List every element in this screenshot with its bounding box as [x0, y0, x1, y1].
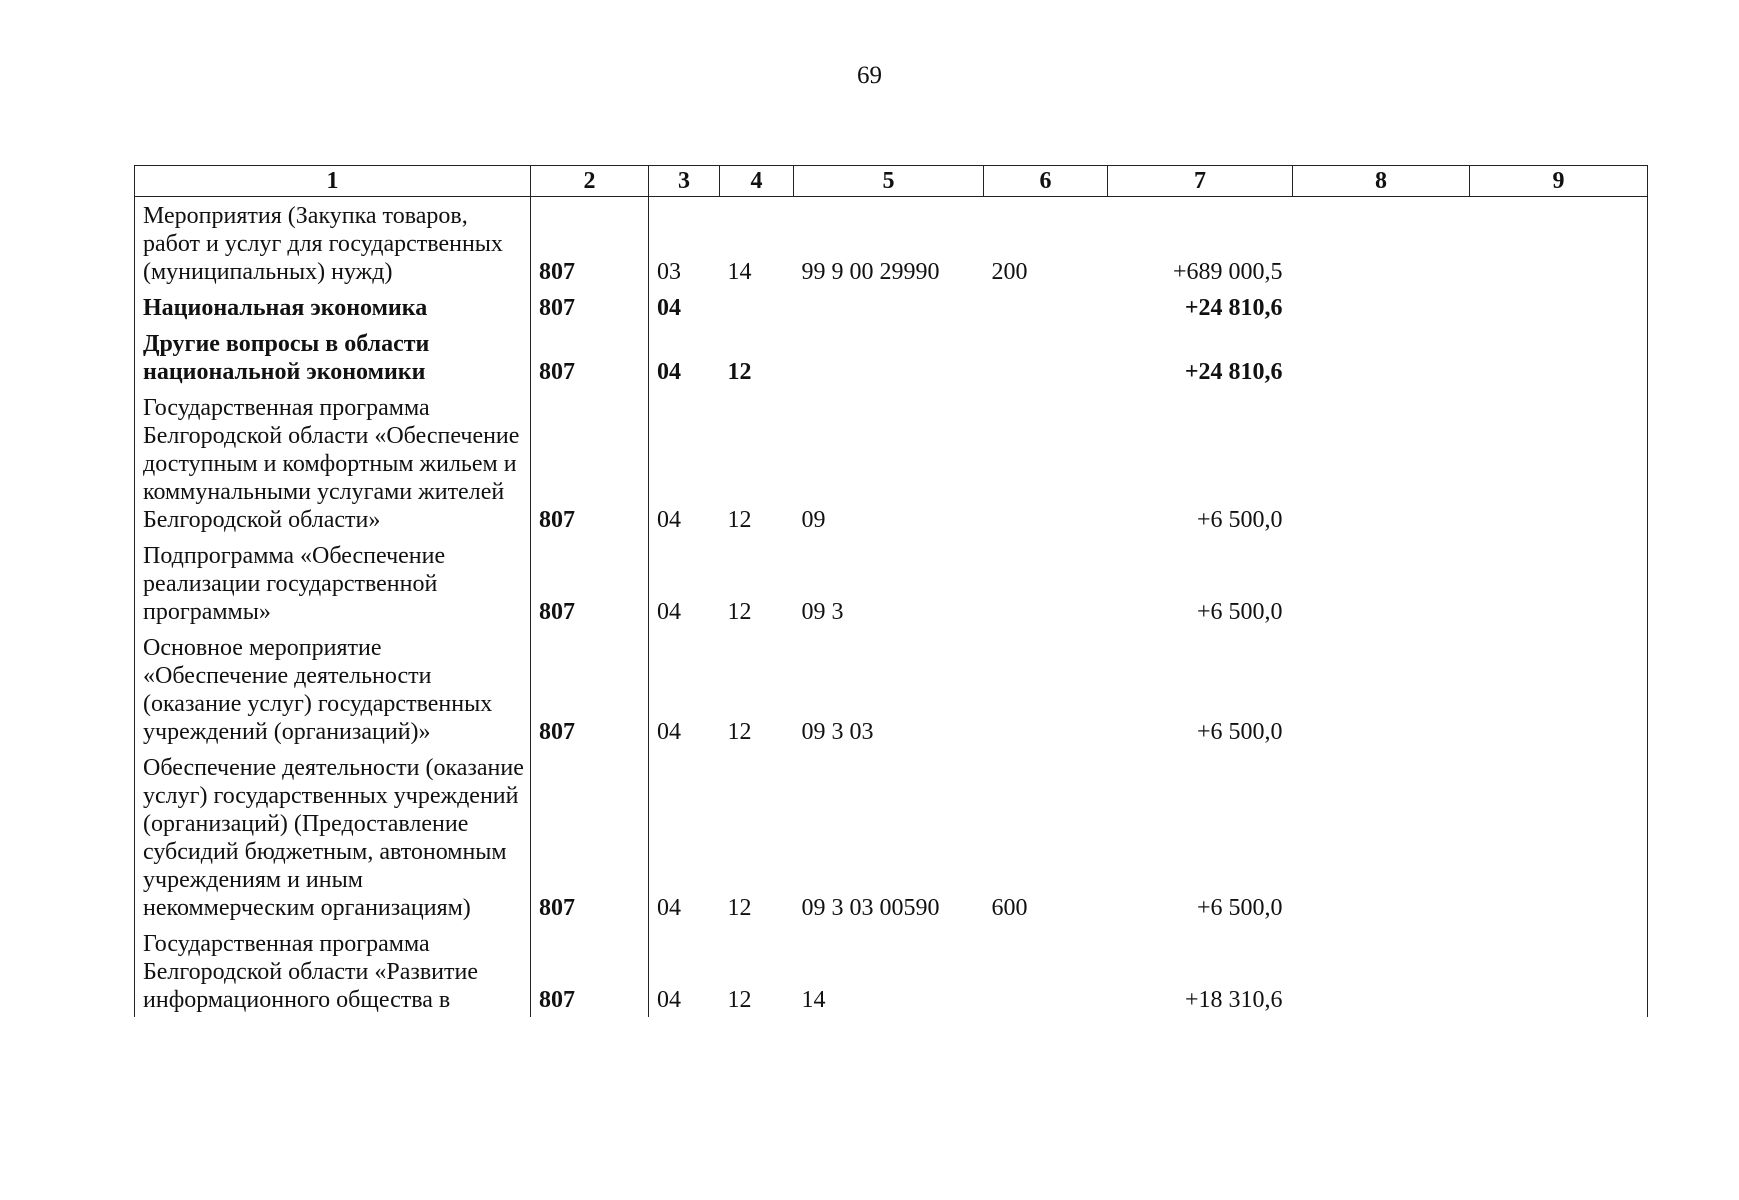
row-name-cell: Национальная экономика — [135, 289, 531, 325]
target-article-cell: 09 3 03 00590 — [801, 895, 940, 921]
section-cell: 04 — [649, 537, 720, 629]
column-8-cell — [1293, 629, 1470, 749]
column-9-cell — [1470, 749, 1648, 925]
section-cell: 03 — [649, 197, 720, 290]
row-name-cell: Обеспечение деятельности (оказание услуг) государственных учреждений (организаций) (Предоставление субсидий бюджетным, автономным учреждениям и иным некоммерческим организациям) — [135, 749, 531, 925]
expense-type-cell — [984, 389, 1108, 537]
column-9-cell — [1470, 325, 1648, 389]
header-cell-8: 8 — [1293, 166, 1470, 197]
expense-type-cell: 200 — [991, 259, 1028, 285]
amount-cell: +18 310,6 — [1184, 987, 1283, 1013]
ministry-code-cell: 807 — [531, 629, 649, 749]
target-article-cell: 09 — [801, 507, 826, 533]
expense-type-cell — [984, 629, 1108, 749]
amount-cell: +24 810,6 — [1184, 359, 1283, 385]
target-article-cell: 09 3 03 — [801, 719, 874, 745]
column-9-cell — [1470, 925, 1648, 1017]
table-row — [135, 389, 1648, 537]
column-9-cell — [1470, 537, 1648, 629]
header-cell-6: 6 — [984, 166, 1108, 197]
header-cell-2: 2 — [531, 166, 649, 197]
header-cell-3: 3 — [649, 166, 720, 197]
table-row — [135, 289, 1648, 325]
row-name-cell: Подпрограмма «Обеспечение реализации государственной программы» — [135, 537, 531, 629]
header-row — [135, 166, 1648, 197]
subsection-cell: 12 — [727, 987, 752, 1013]
table-row — [135, 537, 1648, 629]
column-8-cell — [1293, 289, 1470, 325]
expense-type-cell — [984, 537, 1108, 629]
ministry-code-cell: 807 — [531, 925, 649, 1017]
target-article-cell: 14 — [801, 987, 826, 1013]
column-9-cell — [1470, 629, 1648, 749]
subsection-cell: 12 — [727, 599, 752, 625]
table-body — [135, 197, 1648, 1018]
section-cell: 04 — [649, 629, 720, 749]
column-8-cell — [1293, 925, 1470, 1017]
expense-type-cell — [984, 325, 1108, 389]
ministry-code-cell: 807 — [531, 325, 649, 389]
section-cell: 04 — [649, 925, 720, 1017]
subsection-cell: 12 — [727, 719, 752, 745]
header-cell-4: 4 — [720, 166, 794, 197]
amount-cell: +6 500,0 — [1196, 895, 1283, 921]
row-name-cell: Государственная программа Белгородской области «Обеспечение доступным и комфортным жильем и коммунальными услугами жителей Белгородской области» — [135, 389, 531, 537]
target-article-cell: 09 3 — [801, 599, 844, 625]
amount-cell: +6 500,0 — [1196, 599, 1283, 625]
column-8-cell — [1293, 197, 1470, 290]
amount-cell: +689 000,5 — [1172, 259, 1283, 285]
subsection-cell: 12 — [727, 895, 752, 921]
ministry-code-cell: 807 — [531, 197, 649, 290]
column-9-cell — [1470, 289, 1648, 325]
subsection-cell: 12 — [727, 507, 752, 533]
header-cell-9: 9 — [1470, 166, 1648, 197]
header-cell-7: 7 — [1108, 166, 1293, 197]
target-article-cell — [794, 325, 984, 389]
amount-cell: +24 810,6 — [1184, 295, 1283, 321]
amount-cell: +6 500,0 — [1196, 719, 1283, 745]
row-name-cell: Государственная программа Белгородской области «Развитие информационного общества в — [135, 925, 531, 1017]
expense-type-cell — [984, 289, 1108, 325]
amount-cell: +6 500,0 — [1196, 507, 1283, 533]
column-8-cell — [1293, 389, 1470, 537]
budget-table — [134, 165, 1648, 1017]
ministry-code-cell: 807 — [531, 537, 649, 629]
column-8-cell — [1293, 537, 1470, 629]
section-cell: 04 — [649, 289, 720, 325]
column-8-cell — [1293, 325, 1470, 389]
row-name-cell: Мероприятия (Закупка товаров, работ и услуг для государственных (муниципальных) нужд) — [135, 197, 531, 290]
section-cell: 04 — [649, 389, 720, 537]
ministry-code-cell: 807 — [531, 289, 649, 325]
header-cell-1: 1 — [135, 166, 531, 197]
expense-type-cell — [984, 925, 1108, 1017]
column-9-cell — [1470, 197, 1648, 290]
page-number: 69 — [857, 62, 882, 89]
expense-type-cell: 600 — [991, 895, 1028, 921]
table-row — [135, 925, 1648, 1017]
table-row — [135, 749, 1648, 925]
subsection-cell: 14 — [727, 259, 752, 285]
target-article-cell: 99 9 00 29990 — [801, 259, 940, 285]
target-article-cell — [794, 289, 984, 325]
column-9-cell — [1470, 389, 1648, 537]
row-name-cell: Основное мероприятие «Обеспечение деятельности (оказание услуг) государственных учреждений (организаций)» — [135, 629, 531, 749]
subsection-cell: 12 — [727, 359, 752, 385]
row-name-cell: Другие вопросы в области национальной экономики — [135, 325, 531, 389]
section-cell: 04 — [649, 749, 720, 925]
table-row — [135, 629, 1648, 749]
subsection-cell — [720, 289, 794, 325]
header-cell-5: 5 — [794, 166, 984, 197]
table-row — [135, 197, 1648, 290]
ministry-code-cell: 807 — [531, 389, 649, 537]
table-row — [135, 325, 1648, 389]
section-cell: 04 — [649, 325, 720, 389]
column-8-cell — [1293, 749, 1470, 925]
ministry-code-cell: 807 — [531, 749, 649, 925]
